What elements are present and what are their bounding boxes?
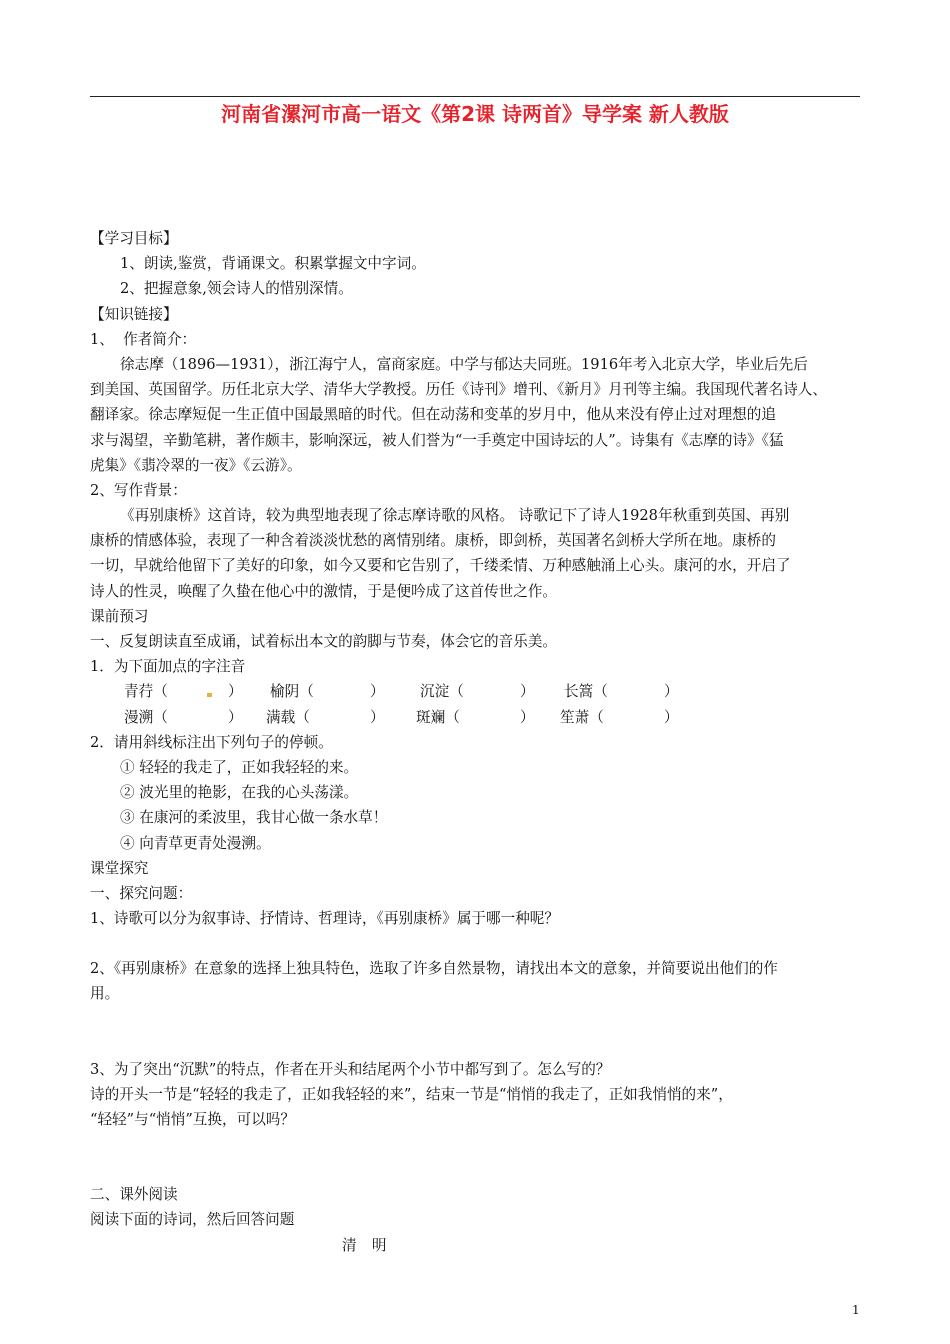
paragraph-line: 虎集》《翡冷翠的一夜》《云游》。 — [90, 456, 302, 474]
pause-item: ② 波光里的艳影，在我的心头荡漾。 — [120, 784, 359, 802]
answer-space — [90, 931, 862, 956]
background-heading: 2、写作背景： — [90, 481, 187, 499]
pinyin-row — [90, 705, 862, 730]
paragraph-line: 《再别康桥》这首诗，较为典型地表现了徐志摩诗歌的风格。 诗歌记下了诗人1928年秋重到英国、再别 — [120, 507, 790, 525]
pinyin-word: 榆阴（ — [270, 683, 314, 701]
pinyin-row — [90, 679, 862, 704]
pinyin-heading: 1．为下面加点的字注音 — [90, 658, 246, 676]
pinyin-word: 长篙（ — [564, 683, 608, 701]
goal-item: 2、把握意象,领会诗人的惜别深情。 — [120, 280, 353, 298]
pinyin-word: 满载（ — [266, 708, 310, 726]
author-heading: 1、 作者简介： — [90, 330, 197, 348]
pause-heading: 2．请用斜线标注出下列句子的停顿。 — [90, 733, 333, 751]
pinyin-word: 青荇（ — [124, 683, 168, 701]
pinyin-blank-end: ） — [520, 683, 535, 701]
links-heading: 【知识链接】 — [90, 305, 178, 323]
highlight-mark — [207, 693, 212, 697]
document-title: 河南省漯河市高一语文《第2课 诗两首》导学案 新人教版 — [221, 102, 729, 126]
question-1: 1、诗歌可以分为叙事诗、抒情诗、哲理诗，《再别康桥》属于哪一种呢？ — [90, 910, 559, 928]
document-body — [90, 226, 862, 1258]
preview-task: 一、反复朗读直至成诵，试着标出本文的韵脚与节奏，体会它的音乐美。 — [90, 633, 558, 650]
pause-item: ① 轻轻的我走了，正如我轻轻的来。 — [120, 758, 359, 776]
pinyin-word: 沉淀（ — [420, 683, 464, 701]
paragraph-line: 诗人的性灵，唤醒了久蛰在他心中的激情，于是便吟成了这首传世之作。 — [90, 582, 558, 600]
question-2-cont: 用。 — [90, 985, 120, 1003]
pause-item: ④ 向青草更青处漫溯。 — [120, 834, 271, 852]
author-paragraph — [90, 352, 862, 478]
paragraph-line: 到美国、英国留学。历任北京大学、清华大学教授。历任《诗刊》增刊、《新月》月刊等主编。我国现代著名诗人、 — [90, 381, 827, 399]
preview-heading: 课前预习 — [90, 607, 149, 625]
explore-subheading: 一、探究问题： — [90, 884, 193, 902]
explore-heading: 课堂探究 — [90, 859, 149, 877]
background-paragraph — [90, 503, 862, 604]
pinyin-blank-end: ） — [228, 708, 243, 726]
header-rule — [90, 96, 860, 97]
pinyin-blank-end: ） — [370, 683, 385, 701]
paragraph-line: 翻译家。徐志摩短促一生正值中国最黑暗的时代。但在动荡和变革的岁月中，他从来没有停止过对理想的追 — [90, 406, 776, 424]
pinyin-blank-end: ） — [664, 683, 679, 701]
paragraph-line: 一切，早就给他留下了美好的印象，如今又要和它告别了，千缕柔情、万种感触涌上心头。康河的水，开启了 — [90, 557, 791, 575]
goal-item: 1、朗读,鉴赏，背诵课文。积累掌握文中字词。 — [120, 255, 426, 273]
paragraph-line: 求与渴望，辛勤笔耕，著作颇丰，影响深远，被人们誉为“一手奠定中国诗坛的人”。诗集有《志摩的诗》《猛 — [90, 431, 784, 449]
answer-space — [90, 1007, 862, 1057]
pinyin-blank-end: ） — [664, 708, 679, 726]
paragraph-line: 徐志摩（1896—1931），浙江海宁人，富商家庭。中学与郁达夫同班。1916年考入北京大学，毕业后先后 — [120, 355, 808, 373]
pinyin-word: 斑斓（ — [416, 708, 460, 726]
answer-space — [90, 1132, 862, 1182]
pinyin-word: 漫溯（ — [124, 708, 168, 726]
poem-title: 清 明 — [342, 1236, 389, 1254]
question-3: 3、为了突出“沉默”的特点，作者在开头和结尾两个小节中都写到了。怎么写的？ — [90, 1060, 611, 1078]
reading-heading: 二、课外阅读 — [90, 1186, 178, 1204]
page-number: 1 — [852, 1303, 860, 1317]
question-3-detail: 诗的开头一节是“轻轻的我走了，正如我轻轻的来”，结束一节是“悄悄的我走了，正如我悄悄的来”， — [90, 1085, 733, 1103]
pinyin-blank-end: ） — [370, 708, 385, 726]
reading-instruction: 阅读下面的诗词，然后回答问题 — [90, 1211, 295, 1229]
pause-item: ③ 在康河的柔波里，我甘心做一条水草！ — [120, 809, 388, 827]
pinyin-blank-end: ） — [520, 708, 535, 726]
pinyin-word: 笙萧（ — [560, 708, 604, 726]
question-2: 2、《再别康桥》在意象的选择上独具特色，选取了许多自然景物，请找出本文的意象，并简要说出他们的作 — [90, 960, 778, 978]
paragraph-line: 康桥的情感体验，表现了一种含着淡淡忧愁的离情别绪。康桥，即剑桥，英国著名剑桥大学所在地。康桥的 — [90, 532, 776, 550]
question-3-detail: “轻轻”与“悄悄”互换，可以吗？ — [90, 1111, 295, 1128]
pinyin-blank-end: ） — [228, 683, 243, 701]
goals-heading: 【学习目标】 — [90, 230, 178, 247]
